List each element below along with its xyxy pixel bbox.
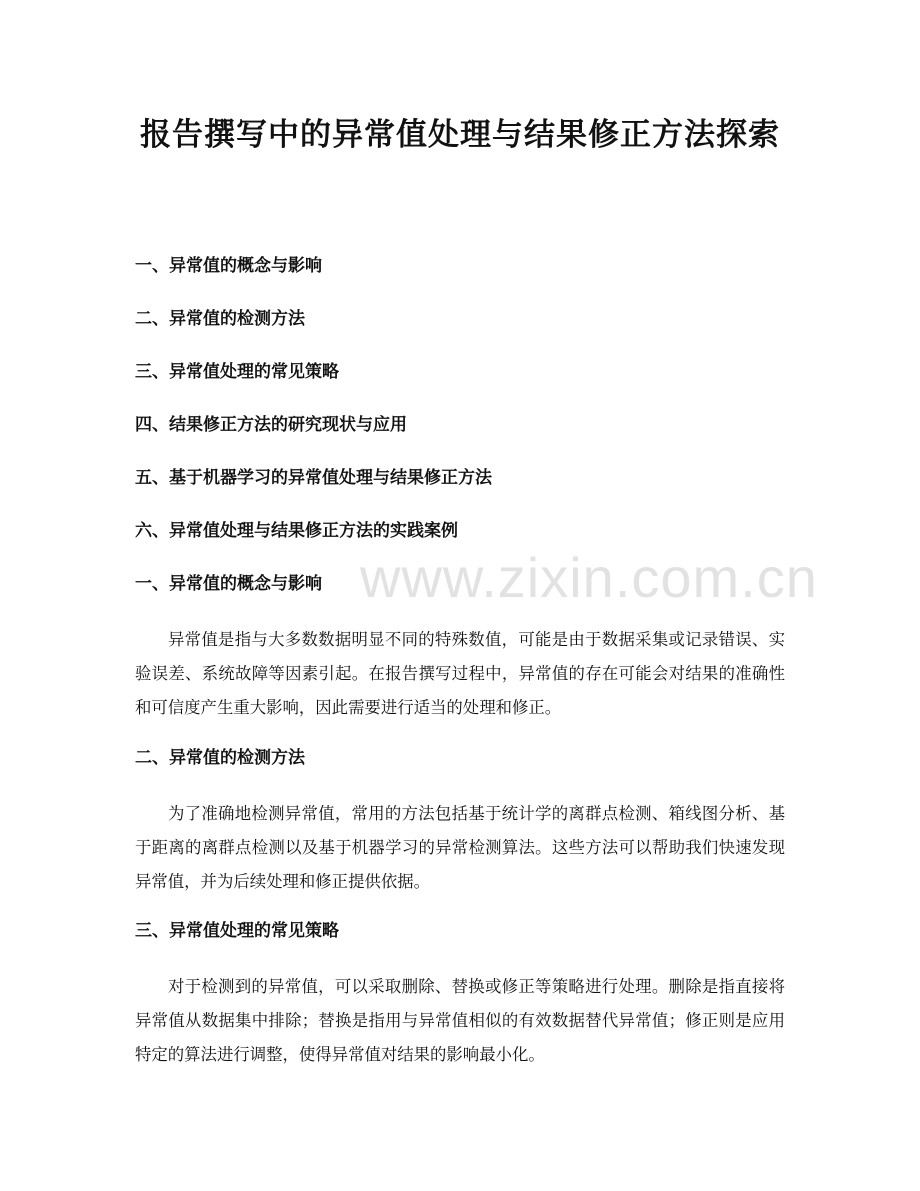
section-paragraph: 异常值是指与大多数数据明显不同的特殊数值，可能是由于数据采集或记录错误、实验误差、系统故障等因素引起。在报告撰写过程中，异常值的存在可能会对结果的准确性和可信度产生重大影响，因此需要进行适当的处理和修正。	[135, 630, 785, 717]
toc-item: 六、异常值处理与结果修正方法的实践案例	[135, 521, 458, 541]
section-2	[135, 745, 785, 899]
toc-item: 二、异常值的检测方法	[135, 309, 305, 329]
section-3	[135, 918, 785, 1072]
section-heading: 二、异常值的检测方法	[135, 748, 305, 768]
toc-item: 四、结果修正方法的研究现状与应用	[135, 415, 407, 435]
document-title: 报告撰写中的异常值处理与结果修正方法探索	[140, 117, 780, 153]
section-heading: 三、异常值处理的常见策略	[135, 921, 339, 941]
section-heading: 一、异常值的概念与影响	[135, 574, 322, 594]
toc-item: 一、异常值的概念与影响	[135, 256, 322, 276]
toc-item: 五、基于机器学习的异常值处理与结果修正方法	[135, 468, 492, 488]
table-of-contents	[135, 253, 795, 571]
section-1	[135, 571, 785, 725]
section-paragraph: 对于检测到的异常值，可以采取删除、替换或修正等策略进行处理。删除是指直接将异常值从数据集中排除；替换是指用与异常值相似的有效数据替代异常值；修正则是应用特定的算法进行调整，使得异常值对结果的影响最小化。	[135, 977, 785, 1064]
section-paragraph: 为了准确地检测异常值，常用的方法包括基于统计学的离群点检测、箱线图分析、基于距离的离群点检测以及基于机器学习的异常检测算法。这些方法可以帮助我们快速发现异常值，并为后续处理和修正提供依据。	[135, 804, 785, 891]
watermark: www.zixin.com.cn	[360, 546, 818, 609]
toc-item: 三、异常值处理的常见策略	[135, 362, 339, 382]
